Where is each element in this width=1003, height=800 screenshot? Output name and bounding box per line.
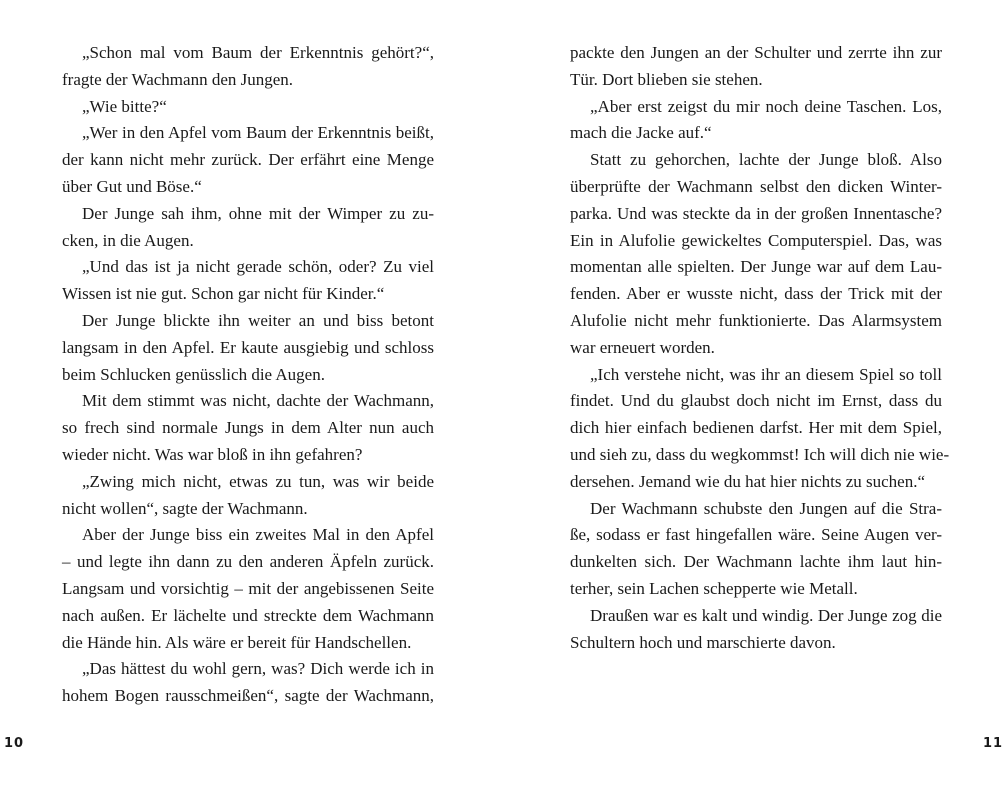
text-line: „Schon mal vom Baum der Erkenntnis gehört?“, xyxy=(82,43,434,62)
text-line: mach die Jacke auf.“ xyxy=(570,123,712,143)
text-line: Langsam und vorsichtig – mit der angebissenen Seite xyxy=(62,578,434,598)
right-page-text xyxy=(570,40,950,656)
text-line: Der Wachmann schubste den Jungen auf die Stra- xyxy=(590,498,942,518)
text-line: so frech sind normale Jungs in dem Alter nun auch xyxy=(62,418,434,438)
text-line: ße, sodass er fast hingefallen wäre. Seine Augen ver- xyxy=(570,525,942,545)
right-page-number: 11 xyxy=(983,736,1003,751)
text-line: wieder nicht. Was war bloß in ihn gefahren? xyxy=(62,444,363,464)
text-line: nach außen. Er lächelte und streckte dem Wachmann xyxy=(62,605,434,625)
text-line: „Wer in den Apfel vom Baum der Erkenntnis beißt, xyxy=(82,123,434,143)
text-line: parka. Und was steckte da in der großen Innentasche? xyxy=(570,203,942,223)
text-line: der kann nicht mehr zurück. Der erfährt eine Menge xyxy=(62,150,434,170)
text-line: „Ich verstehe nicht, was ihr an diesem Spiel so toll xyxy=(590,364,942,384)
text-line: Statt zu gehorchen, lachte der Junge bloß. Also xyxy=(590,150,942,170)
left-page-number: 10 xyxy=(4,736,25,751)
left-page-text xyxy=(62,40,434,710)
text-line: Tür. Dort blieben sie stehen. xyxy=(570,69,763,89)
text-line: fenden. Aber er wusste nicht, dass der Trick mit der xyxy=(570,284,942,304)
text-line: überprüfte der Wachmann selbst den dicken Winter- xyxy=(570,176,942,196)
text-line: Alufolie nicht mehr funktionierte. Das Alarmsystem xyxy=(570,310,942,330)
text-line: momentan alle spielten. Der Junge war auf dem Lau- xyxy=(570,257,942,277)
text-line: dersehen. Jemand wie du hat hier nichts zu suchen.“ xyxy=(570,471,925,491)
text-line: „Aber erst zeigst du mir noch deine Taschen. Los, xyxy=(590,96,942,116)
text-line: über Gut und Böse.“ xyxy=(62,176,202,196)
text-line: war erneuert worden. xyxy=(570,337,715,357)
text-line: „Wie bitte?“ xyxy=(82,96,167,116)
text-line: Mit dem stimmt was nicht, dachte der Wachmann, xyxy=(82,391,434,411)
text-line: Aber der Junge biss ein zweites Mal in den Apfel xyxy=(82,525,434,545)
text-line: Der Junge sah ihm, ohne mit der Wimper zu zu- xyxy=(82,203,434,223)
text-line: cken, in die Augen. xyxy=(62,230,194,250)
text-line: Ein in Alufolie gewickeltes Computerspiel. Das, was xyxy=(570,230,942,250)
text-line: die Hände hin. Als wäre er bereit für Handschellen. xyxy=(62,632,412,652)
text-line: „Zwing mich nicht, etwas zu tun, was wir beide xyxy=(82,471,434,491)
text-line: Draußen war es kalt und windig. Der Junge zog die xyxy=(590,605,942,625)
text-line: – und legte ihn dann zu den anderen Äpfeln zurück. xyxy=(62,552,434,572)
text-line: hohem Bogen rausschmeißen“, sagte der Wachmann, xyxy=(62,686,434,706)
text-line: packte den Jungen an der Schulter und zerrte ihn zur xyxy=(570,43,942,62)
text-line: terher, sein Lachen schepperte wie Metall. xyxy=(570,578,858,598)
text-line: „Das hättest du wohl gern, was? Dich werde ich in xyxy=(82,659,434,679)
text-line: dunkelten sich. Der Wachmann lachte ihm laut hin- xyxy=(570,552,942,572)
text-line: und sieh zu, dass du wegkommst! Ich will dich nie wie- xyxy=(570,444,950,464)
text-line: nicht wollen“, sagte der Wachmann. xyxy=(62,498,308,518)
text-line: Schultern hoch und marschierte davon. xyxy=(570,632,836,652)
text-line: dich hier einfach bedienen darfst. Her mit dem Spiel, xyxy=(570,418,942,438)
text-line: langsam in den Apfel. Er kaute ausgiebig und schloss xyxy=(62,337,434,357)
text-line: beim Schlucken genüsslich die Augen. xyxy=(62,364,325,384)
text-line: findet. Und du glaubst doch nicht im Ernst, dass du xyxy=(570,391,942,411)
text-line: Der Junge blickte ihn weiter an und biss betont xyxy=(82,310,434,330)
text-line: fragte der Wachmann den Jungen. xyxy=(62,69,294,89)
text-line: „Und das ist ja nicht gerade schön, oder? Zu viel xyxy=(82,257,434,277)
text-line: Wissen ist nie gut. Schon gar nicht für Kinder.“ xyxy=(62,284,385,304)
